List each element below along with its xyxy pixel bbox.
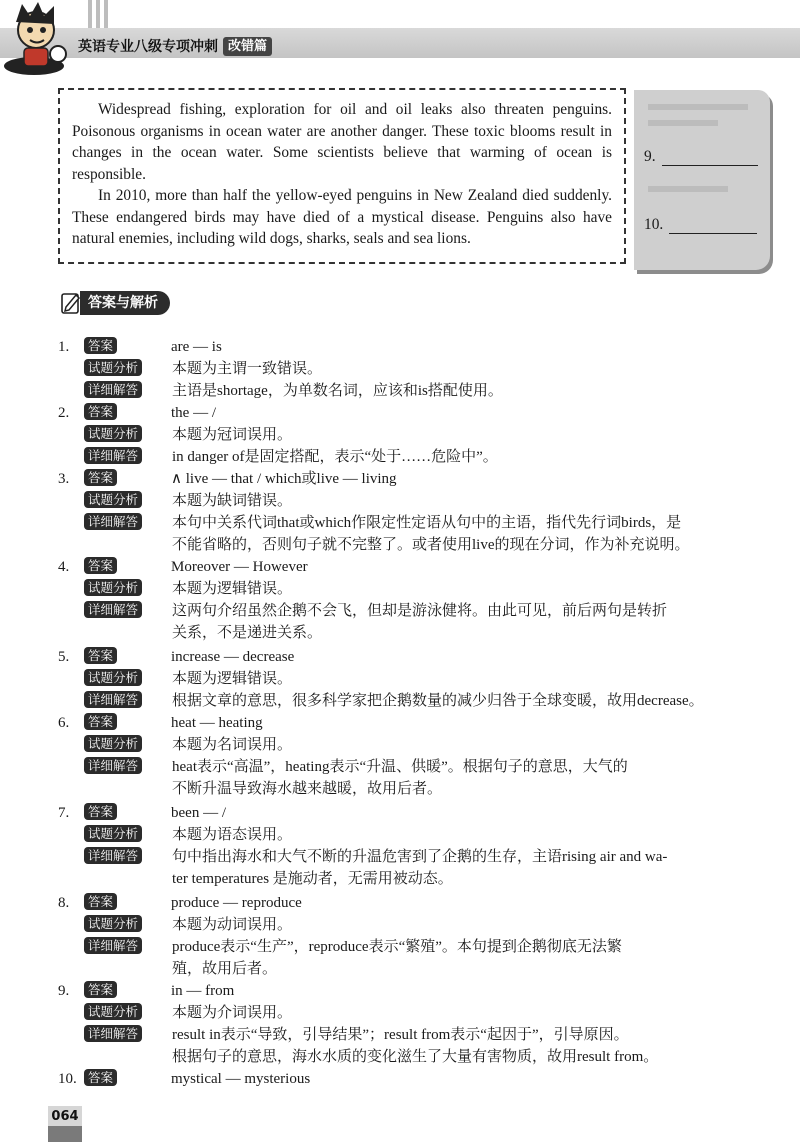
answer-text: increase — decrease: [171, 649, 295, 665]
detail-row: [84, 600, 668, 622]
detail-badge: 详细解答: [84, 447, 142, 464]
analysis-text: 本题为动词误用。: [172, 917, 293, 933]
analysis-text: 本题为主谓一致错误。: [172, 361, 323, 377]
analysis-badge: 试题分析: [84, 915, 142, 932]
item-number: 6.: [58, 715, 70, 731]
answer-text: Moreover — However: [171, 559, 308, 575]
item-number: 4.: [58, 559, 70, 575]
detail-row: [84, 512, 682, 534]
detail-badge: 详细解答: [84, 937, 142, 954]
analysis-badge: 试题分析: [84, 579, 142, 596]
detail-row: [84, 380, 503, 402]
detail-text: result in表示“导致，引导结果”；result from表示“起因于”，引导原因。: [172, 1027, 629, 1043]
detail-row: [84, 690, 704, 712]
mascot-icon: [0, 0, 80, 80]
answer-row: [58, 468, 397, 490]
detail-text: 这两句介绍虽然企鹅不会飞，但却是游泳健将。由此可见，前后两句是转折: [172, 603, 668, 619]
blank-9[interactable]: [644, 148, 758, 166]
page-number: 064: [48, 1106, 82, 1142]
blank-number: 10.: [644, 216, 664, 233]
answer-badge: 答案: [84, 403, 117, 420]
analysis-row: [84, 734, 293, 756]
answer-badge: 答案: [84, 981, 117, 998]
detail-continuation: 根据句子的意思，海水水质的变化滋生了大量有害物质，故用result from。: [172, 1049, 659, 1065]
answer-text: the — /: [171, 405, 216, 421]
answer-text: mystical — mysterious: [171, 1071, 311, 1087]
analysis-row: [84, 424, 293, 446]
book-title: [78, 36, 272, 56]
answer-text: in — from: [171, 983, 235, 999]
pencil-icon: [60, 291, 82, 315]
answer-row: [58, 802, 226, 824]
answer-badge: 答案: [84, 469, 117, 486]
analysis-row: [84, 668, 293, 690]
book-title-text: 英语专业八级专项冲刺: [78, 39, 218, 55]
item-number: 5.: [58, 649, 70, 665]
detail-continuation: 关系，不是递进关系。: [172, 625, 323, 641]
detail-text: in danger of是固定搭配，表示“处于……危险中”。: [172, 449, 498, 465]
detail-continuation: ter temperatures 是施动者，无需用被动态。: [172, 871, 453, 887]
detail-text: 句中指出海水和大气不断的升温危害到了企鹅的生存，主语rising air and wa-: [172, 849, 668, 865]
item-number: 9.: [58, 983, 70, 999]
answer-text: ∧ live — that / which或live — living: [171, 471, 397, 487]
analysis-badge: 试题分析: [84, 735, 142, 752]
answer-text: been — /: [171, 805, 226, 821]
analysis-badge: 试题分析: [84, 359, 142, 376]
analysis-text: 本题为缺词错误。: [172, 493, 293, 509]
answer-badge: 答案: [84, 557, 117, 574]
detail-badge: 详细解答: [84, 757, 142, 774]
answer-row: [58, 402, 216, 424]
analysis-row: [84, 824, 293, 846]
analysis-badge: 试题分析: [84, 825, 142, 842]
answer-badge: 答案: [84, 893, 117, 910]
item-number: 3.: [58, 471, 70, 487]
analysis-row: [84, 358, 323, 380]
answer-row: [58, 646, 295, 668]
answer-badge: 答案: [84, 803, 117, 820]
answer-badge: 答案: [84, 647, 117, 664]
passage-paragraph: In 2010, more than half the yellow-eyed penguins in New Zealand died suddenly. These endangered birds may have died of a mystical disease. Penguins also have natural enemies, including wild dogs, sharks, seals and sea lions.: [72, 187, 612, 247]
answers-heading: [60, 290, 170, 316]
answer-text: produce — reproduce: [171, 895, 302, 911]
answer-row: [58, 1068, 311, 1090]
answer-row: [58, 980, 235, 1002]
detail-continuation: 不能省略的，否则句子就不完整了。或者使用live的现在分词，作为补充说明。: [172, 537, 690, 553]
detail-row: [84, 1024, 629, 1046]
detail-continuation: 殖，故用后者。: [172, 961, 278, 977]
passage-paragraph: Widespread fishing, exploration for oil and oil leaks also threaten penguins. Poisonous organisms in ocean water are another danger. These toxic blooms result in changes in the ocean water. Some scientists believe that warming of ocean is responsible.: [72, 101, 612, 183]
analysis-row: [84, 578, 293, 600]
passage-box: [58, 88, 626, 264]
detail-continuation: 不断升温导致海水越来越暖，故用后者。: [172, 781, 443, 797]
answer-text: heat — heating: [171, 715, 263, 731]
detail-row: [84, 756, 628, 778]
item-number: 7.: [58, 805, 70, 821]
faint-text: [648, 120, 718, 126]
section-tag: 改错篇: [223, 37, 272, 56]
analysis-text: 本题为冠词误用。: [172, 427, 293, 443]
answer-row: [58, 712, 263, 734]
analysis-text: 本题为名词误用。: [172, 737, 293, 753]
detail-text: produce表示“生产”，reproduce表示“繁殖”。本句提到企鹅彻底无法繁: [172, 939, 622, 955]
item-number: 8.: [58, 895, 70, 911]
answer-row: [58, 556, 308, 578]
analysis-text: 本题为逻辑错误。: [172, 581, 293, 597]
blank-line: [662, 164, 758, 166]
detail-badge: 详细解答: [84, 847, 142, 864]
detail-badge: 详细解答: [84, 1025, 142, 1042]
answer-badge: 答案: [84, 713, 117, 730]
analysis-badge: 试题分析: [84, 425, 142, 442]
detail-text: 本句中关系代词that或which作限定性定语从句中的主语，指代先行词birds，是: [172, 515, 682, 531]
analysis-text: 本题为介词误用。: [172, 1005, 293, 1021]
blank-10[interactable]: [644, 216, 757, 234]
detail-badge: 详细解答: [84, 691, 142, 708]
faint-text: [648, 186, 728, 192]
analysis-text: 本题为逻辑错误。: [172, 671, 293, 687]
analysis-badge: 试题分析: [84, 669, 142, 686]
answers-heading-label: 答案与解析: [80, 291, 170, 315]
item-number: 2.: [58, 405, 70, 421]
detail-badge: 详细解答: [84, 381, 142, 398]
blank-line: [669, 232, 757, 234]
detail-text: 根据文章的意思，很多科学家把企鹅数量的减少归咎于全球变暖，故用decrease。: [172, 693, 704, 709]
detail-row: [84, 446, 498, 468]
detail-text: 主语是shortage，为单数名词，应该和is搭配使用。: [172, 383, 503, 399]
detail-badge: 详细解答: [84, 601, 142, 618]
item-number: 1.: [58, 339, 70, 355]
analysis-badge: 试题分析: [84, 1003, 142, 1020]
analysis-row: [84, 490, 293, 512]
answer-badge: 答案: [84, 337, 117, 354]
detail-text: heat表示“高温”，heating表示“升温、供暖”。根据句子的意思，大气的: [172, 759, 628, 775]
blank-number: 9.: [644, 148, 656, 165]
answer-row: [58, 892, 302, 914]
item-number: 10.: [58, 1071, 77, 1087]
detail-row: [84, 846, 668, 868]
analysis-text: 本题为语态误用。: [172, 827, 293, 843]
answer-badge: 答案: [84, 1069, 117, 1086]
answer-side-panel: [634, 90, 770, 270]
answer-text: are — is: [171, 339, 222, 355]
analysis-row: [84, 914, 293, 936]
faint-text: [648, 104, 748, 110]
detail-badge: 详细解答: [84, 513, 142, 530]
answer-row: [58, 336, 222, 358]
analysis-badge: 试题分析: [84, 491, 142, 508]
detail-row: [84, 936, 622, 958]
analysis-row: [84, 1002, 293, 1024]
